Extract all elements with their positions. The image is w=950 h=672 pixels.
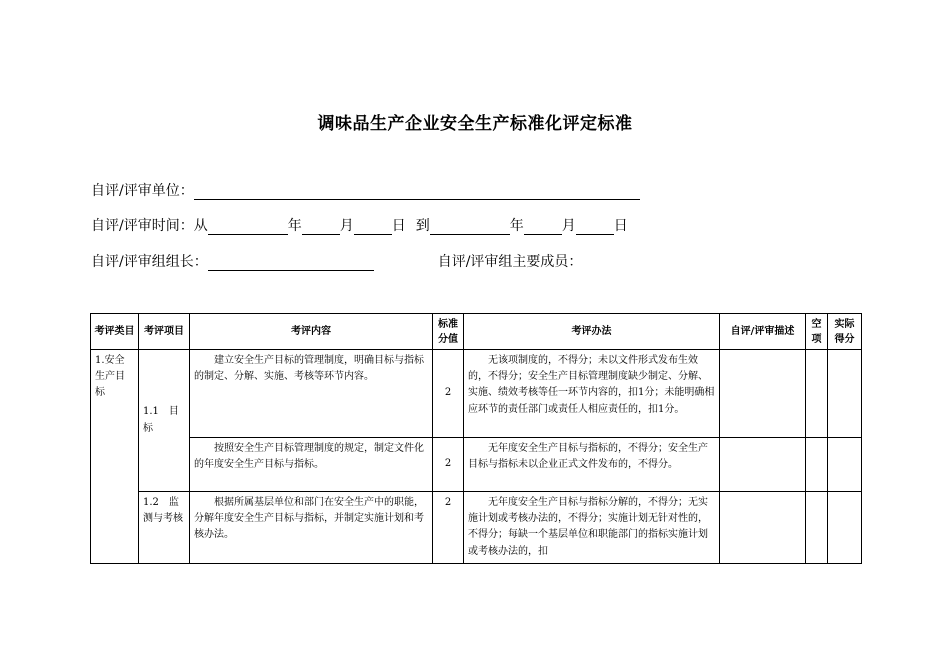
item-cell: 1.2 监测与考核 bbox=[139, 492, 190, 564]
empty-cell[interactable] bbox=[806, 350, 828, 438]
review-cell[interactable] bbox=[720, 492, 806, 564]
evaluation-unit-line bbox=[91, 180, 640, 200]
end-year-blank[interactable] bbox=[430, 219, 510, 235]
header-method: 考评办法 bbox=[464, 314, 720, 350]
evaluation-time-line bbox=[91, 215, 628, 235]
start-month-label: 月 bbox=[339, 218, 354, 234]
header-empty: 空项 bbox=[806, 314, 828, 350]
empty-cell[interactable] bbox=[806, 438, 828, 492]
evaluation-time-label: 自评/评审时间：从 bbox=[91, 218, 208, 234]
team-line bbox=[91, 251, 582, 271]
review-cell[interactable] bbox=[720, 350, 806, 438]
time-to-label: 到 bbox=[415, 218, 430, 234]
header-item: 考评项目 bbox=[139, 314, 190, 350]
team-members-label: 自评/评审组主要成员： bbox=[437, 254, 583, 270]
score-cell: 2 bbox=[433, 438, 464, 492]
table-row bbox=[91, 438, 862, 492]
empty-cell[interactable] bbox=[806, 492, 828, 564]
method-cell: 无年度安全生产目标与指标分解的，不得分；无实施计划或考核办法的，不得分；实施计划无针对性的，不得分；每缺一个基层单位和职能部门的指标实施计划或考核办法的，扣 bbox=[464, 492, 720, 564]
score-cell: 2 bbox=[433, 350, 464, 438]
header-review: 自评/评审描述 bbox=[720, 314, 806, 350]
table-row bbox=[91, 492, 862, 564]
start-day-blank[interactable] bbox=[354, 219, 392, 235]
method-cell: 无该项制度的，不得分；未以文件形式发布生效的，不得分；安全生产目标管理制度缺少制定、分解、实施、绩效考核等任一环节内容的，扣1分；未能明确相应环节的责任部门或责任人相应责任的，扣1分。 bbox=[464, 350, 720, 438]
item-cell: 1.1 目标 bbox=[139, 350, 190, 492]
score-cell: 2 bbox=[433, 492, 464, 564]
start-year-label: 年 bbox=[287, 218, 302, 234]
page-title: 调味品生产企业安全生产标准化评定标准 bbox=[317, 114, 633, 134]
end-day-label: 日 bbox=[613, 218, 628, 234]
team-leader-blank[interactable] bbox=[208, 255, 374, 271]
actual-score-cell[interactable] bbox=[828, 492, 862, 564]
end-year-label: 年 bbox=[509, 218, 524, 234]
actual-score-cell[interactable] bbox=[828, 350, 862, 438]
start-month-blank[interactable] bbox=[302, 219, 340, 235]
start-day-label: 日 bbox=[391, 218, 406, 234]
table-row bbox=[91, 350, 862, 438]
content-cell: 按照安全生产目标管理制度的规定，制定文件化的年度安全生产目标与指标。 bbox=[190, 438, 433, 492]
header-actual: 实际得分 bbox=[828, 314, 862, 350]
method-cell: 无年度安全生产目标与指标的，不得分；安全生产目标与指标未以企业正式文件发布的，不得分。 bbox=[464, 438, 720, 492]
header-score: 标准分值 bbox=[433, 314, 464, 350]
team-leader-label: 自评/评审组组长： bbox=[91, 254, 208, 270]
evaluation-table bbox=[90, 313, 862, 564]
start-year-blank[interactable] bbox=[208, 219, 288, 235]
review-cell[interactable] bbox=[720, 438, 806, 492]
content-cell: 根据所属基层单位和部门在安全生产中的职能，分解年度安全生产目标与指标，并制定实施计划和考核办法。 bbox=[190, 492, 433, 564]
header-category: 考评类目 bbox=[91, 314, 139, 350]
actual-score-cell[interactable] bbox=[828, 438, 862, 492]
evaluation-unit-blank[interactable] bbox=[194, 184, 640, 200]
header-content: 考评内容 bbox=[190, 314, 433, 350]
table-header-row bbox=[91, 314, 862, 350]
evaluation-unit-label: 自评/评审单位： bbox=[91, 183, 194, 199]
end-day-blank[interactable] bbox=[576, 219, 614, 235]
end-month-label: 月 bbox=[561, 218, 576, 234]
category-cell: 1.安全生产目标 bbox=[91, 350, 139, 564]
content-cell: 建立安全生产目标的管理制度，明确目标与指标的制定、分解、实施、考核等环节内容。 bbox=[190, 350, 433, 438]
end-month-blank[interactable] bbox=[524, 219, 562, 235]
